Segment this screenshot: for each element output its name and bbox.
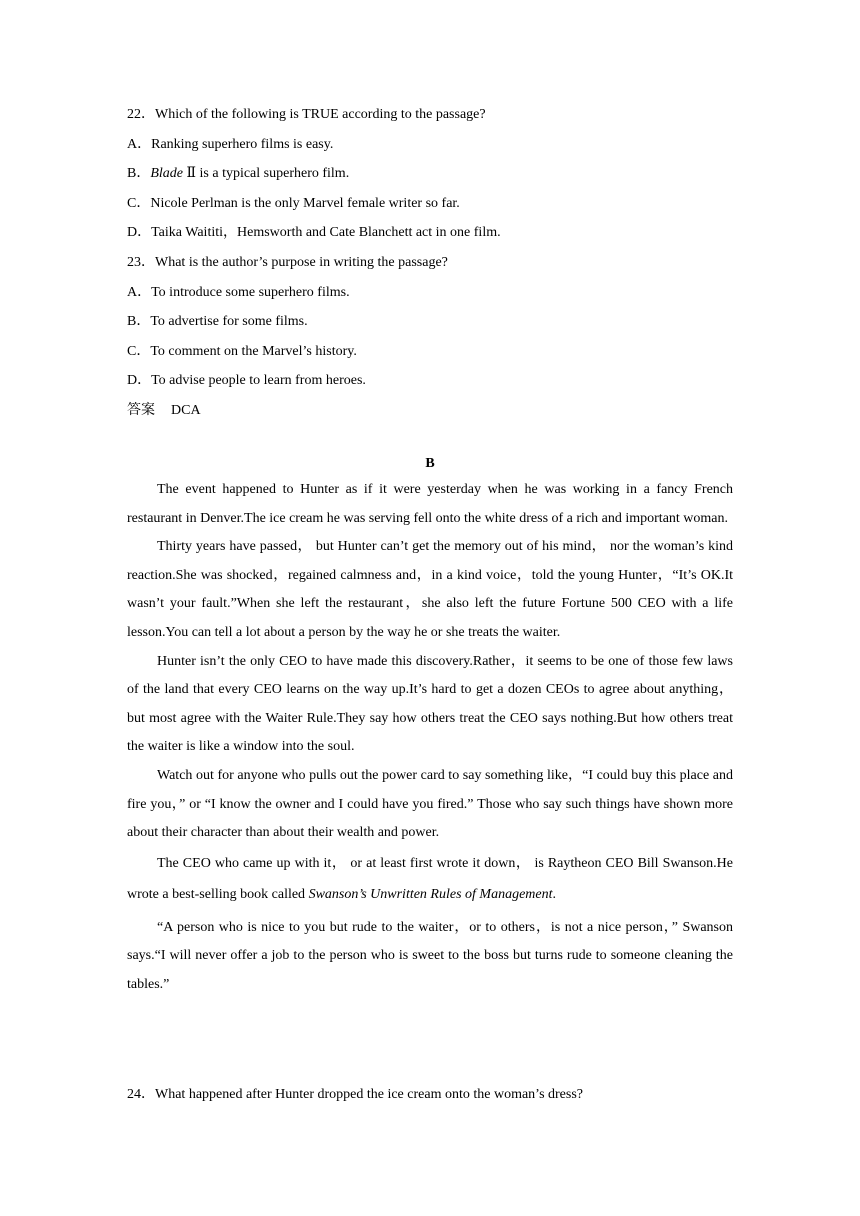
paragraph-1: The event happened to Hunter as if it were yesterday when he was working in a fancy French restaurant in Denver.The ice cream he was serving fell onto the white dress of a rich and important woman. — [127, 482, 733, 526]
paragraph-2: Thirty years have passed， but Hunter can’t get the memory out of his mind， nor the woman’s kind reaction.She was shocked，regained calmness and，in a kind voice，told the young Hunter，“It’s OK.It wasn’t your fault.”When she left the restaurant，she also left the future Fortune 500 CEO with a life lesson.You can tell a lot about a person by the way he or she treats the waiter. — [127, 539, 733, 640]
passage-b — [127, 476, 733, 1000]
option-22-b — [127, 159, 733, 189]
paragraph-3: Hunter isn’t the only CEO to have made this discovery.Rather，it seems to be one of those few laws of the land that every CEO learns on the way up.It’s hard to get a dozen CEOs to agree about anything， but most agree with the Waiter Rule.They say how others treat the CEO says nothing.But how others treat the waiter is like a window into the soul. — [127, 653, 733, 755]
option-22-b-rest: Ⅱ is a typical superhero film. — [183, 166, 350, 182]
option-22-a: A．Ranking superhero films is easy. — [127, 136, 334, 152]
option-22-d: D．Taika Waititi，Hemsworth and Cate Blanchett act in one film. — [127, 225, 501, 241]
paragraph-5 — [127, 848, 733, 910]
question-24: 24．What happened after Hunter dropped the ice cream onto the woman’s dress? — [127, 1087, 583, 1102]
question-22: 22．Which of the following is TRUE according to the passage? — [127, 107, 486, 122]
paragraph-6: “A person who is nice to you but rude to the waiter，or to others，is not a nice person，” Swanson says.“I will never offer a job to the person who is sweet to the boss but turns rude to someone cleaning the tables.” — [127, 919, 733, 992]
option-22-b-letter: B． — [127, 166, 151, 182]
answer-label: 答案 — [127, 402, 155, 418]
paragraph-5-end: . — [552, 886, 557, 902]
book-title: Swanson’s Unwritten Rules of Management — [308, 886, 553, 902]
answer-line — [127, 396, 733, 426]
option-22-b-title: Blade — [150, 166, 183, 182]
option-23-b: B．To advertise for some films. — [127, 314, 308, 330]
questions-22-23 — [127, 100, 733, 426]
paragraph-5-text: The CEO who came up with it， or at least first wrote it down， is Raytheon CEO Bill Swanson.He wrote a best-selling book called — [127, 855, 733, 902]
option-23-c: C．To comment on the Marvel’s history. — [127, 343, 357, 359]
paragraph-4: Watch out for anyone who pulls out the power card to say something like，“I could buy this place and fire you，” or “I know the owner and I could have you fired.” Those who say such things have shown more about their character than about their wealth and power. — [127, 767, 733, 841]
option-23-d: D．To advise people to learn from heroes. — [127, 373, 366, 389]
option-22-c: C．Nicole Perlman is the only Marvel female writer so far. — [127, 195, 460, 211]
section-title: B — [425, 456, 435, 471]
question-23: 23．What is the author’s purpose in writing the passage? — [127, 254, 448, 270]
option-23-a: A．To introduce some superhero films. — [127, 284, 350, 300]
answer-value: DCA — [171, 402, 201, 418]
